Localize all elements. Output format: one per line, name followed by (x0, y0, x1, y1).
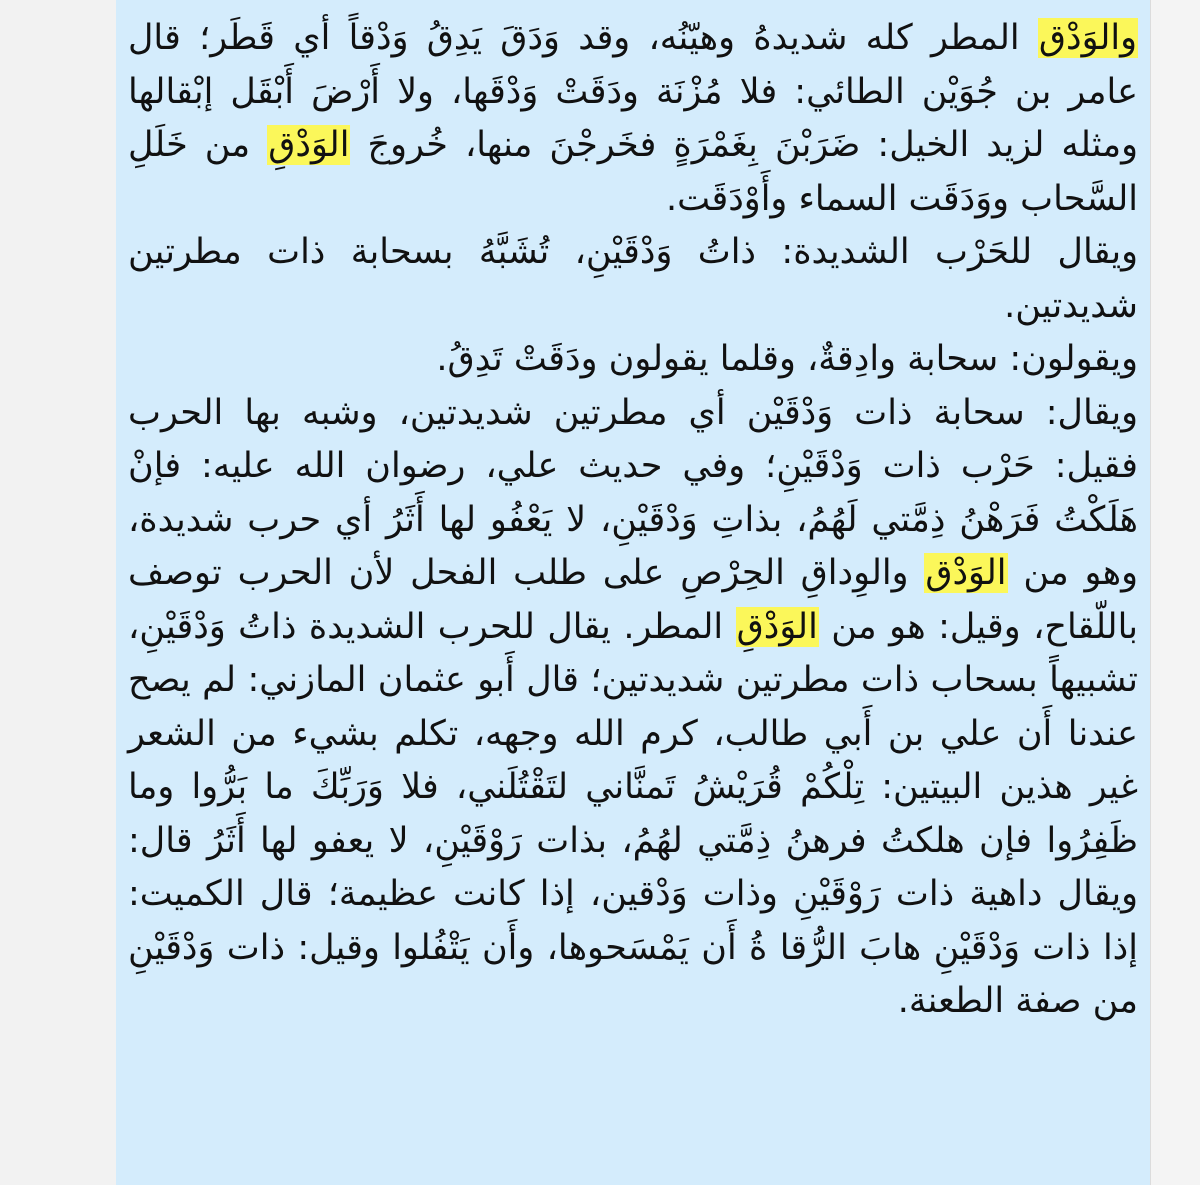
paragraph (128, 226, 1138, 333)
paragraph (128, 12, 1138, 226)
highlighted-term: والوَدْق (1038, 18, 1137, 58)
highlighted-term: الوَدْقِ (736, 606, 818, 647)
text-run: ويقولون: سحابة وادِقةٌ، وقلما يقولون ودَقَتْ تَدِقُ. (436, 339, 1138, 379)
highlighted-term: الوَدْق (925, 553, 1007, 593)
scrollbar-track[interactable] (1150, 0, 1200, 1185)
text-run: والوِداقِ الحِرْصِ على طلب الفحل لأن الحرب توصف باللّقاح، وقيل: هو من (128, 553, 1138, 647)
text-run: من خَلَلِ السَّحاب ووَدَقَت السماء وأَوْدَقَت. (128, 125, 1138, 219)
text-run: المطر كله شديدهُ وهيّنُه، وقد وَدَقَ يَدِقُ وَدْقاً أي قَطَر؛ قال عامر بن جُوَيْن الطائي: فلا مُزْنَة ودَقَتْ وَدْقَها، ولا أَرْضَ أَبْقَل إبْقالها ومثله لزيد الخيل: ضَرَبْنَ بِغَمْرَةٍ فخَرجْنَ منها، خُروجَ (128, 18, 1138, 165)
paragraph (128, 333, 1138, 387)
highlighted-term: الوَدْقِ (268, 125, 350, 165)
paragraph (128, 387, 1138, 1029)
article-panel (116, 0, 1150, 1185)
text-run: ويقال: سحابة ذات وَدْقَيْن أي مطرتين شديدتين، وشبه بها الحرب فقيل: حَرْب ذات وَدْقَيْنِ؛ وفي حديث علي، رضوان الله عليه: فإنْ هَلَكْتُ فَرَهْنُ ذِمَّتي لَهُمُ، بذاتِ وَدْقَيْنِ، لا يَعْفُو لها أَثَرُ أي حرب شديدة، وهو من (128, 392, 1138, 593)
article-body (128, 12, 1138, 1029)
text-run: المطر. يقال للحرب الشديدة ذاتُ وَدْقَيْنِ، تشبيهاً بسحاب ذات مطرتين شديدتين؛ قال أَبو عثمان المازني: لم يصح عندنا أَن علي بن أَبي طالب، كرم الله وجهه، تكلم بشيء من الشعر غير هذين البيتين: تِلْكُمْ قُرَيْشُ تَمنَّاني لتَقْتُلَني، فلا وَرَبِّكَ ما بَرُّوا وما ظَفِرُوا فإن هلكتُ فرهنُ ذِمَّتي لهُمُ، بذات رَوْقَيْنِ، لا يعفو لها أَثَرُ قال: ويقال داهية ذات رَوْقَيْنِ وذات وَدْقين، إذا كانت عظيمة؛ قال الكميت: إذا ذات وَدْقَيْنِ هابَ الرُّقا ةُ أَن يَمْسَحوها، وأَن يَتْفُلوا وقيل: ذات وَدْقَيْنِ من صفة الطعنة. (128, 606, 1138, 1021)
text-run: ويقال للحَرْب الشديدة: ذاتُ وَدْقَيْنِ، تُشَبَّهُ بسحابة ذات مطرتين شديدتين. (128, 232, 1138, 326)
